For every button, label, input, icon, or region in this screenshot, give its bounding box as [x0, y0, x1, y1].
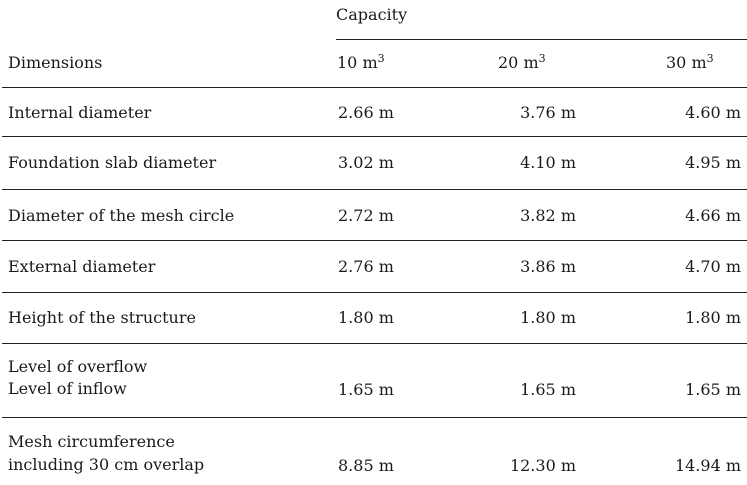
capacity-header: Capacity — [336, 5, 408, 24]
header-rule — [2, 87, 747, 88]
row-label: Height of the structure — [8, 308, 196, 327]
row-value: 4.60 m — [685, 103, 741, 122]
row-rule — [2, 189, 747, 190]
row-value: 2.76 m — [338, 257, 394, 276]
row-value: 1.80 m — [520, 308, 576, 327]
row-value: 4.10 m — [520, 153, 576, 172]
row-value: 1.65 m — [338, 380, 394, 399]
row-rule — [2, 343, 747, 344]
row-value: 4.66 m — [685, 206, 741, 225]
row-value: 1.80 m — [338, 308, 394, 327]
row-value: 4.95 m — [685, 153, 741, 172]
row-rule — [2, 417, 747, 418]
col-header-10: 10 $m^3$ — [337, 52, 385, 72]
row-value: 3.86 m — [520, 257, 576, 276]
row-value: 12.30 m — [509, 456, 576, 475]
dimensions-header: Dimensions — [8, 53, 103, 72]
row-rule — [2, 136, 747, 137]
row-value: 3.82 m — [520, 206, 576, 225]
row-value: 14.94 m — [674, 456, 741, 475]
col-header-20: 20 $m^3$ — [498, 52, 546, 72]
row-value: 2.66 m — [338, 103, 394, 122]
row-value: 3.02 m — [338, 153, 394, 172]
row-label: Mesh circumference — [8, 432, 175, 451]
row-label: Level of inflow — [8, 379, 127, 398]
row-label: Level of overflow — [8, 357, 148, 376]
col-header-30: 30 $m^3$ — [666, 52, 714, 72]
row-value: 4.70 m — [685, 257, 741, 276]
row-value: 8.85 m — [338, 456, 394, 475]
row-label: Diameter of the mesh circle — [8, 206, 235, 225]
row-label: External diameter — [8, 257, 156, 276]
row-label: including 30 cm overlap — [8, 455, 205, 474]
row-label: Internal diameter — [8, 103, 152, 122]
row-value: 3.76 m — [520, 103, 576, 122]
capacity-rule — [336, 39, 747, 40]
row-label: Foundation slab diameter — [8, 153, 217, 172]
row-value: 1.80 m — [685, 308, 741, 327]
row-rule — [2, 292, 747, 293]
row-value: 1.65 m — [685, 380, 741, 399]
row-rule — [2, 240, 747, 241]
row-value: 2.72 m — [338, 206, 394, 225]
row-value: 1.65 m — [520, 380, 576, 399]
